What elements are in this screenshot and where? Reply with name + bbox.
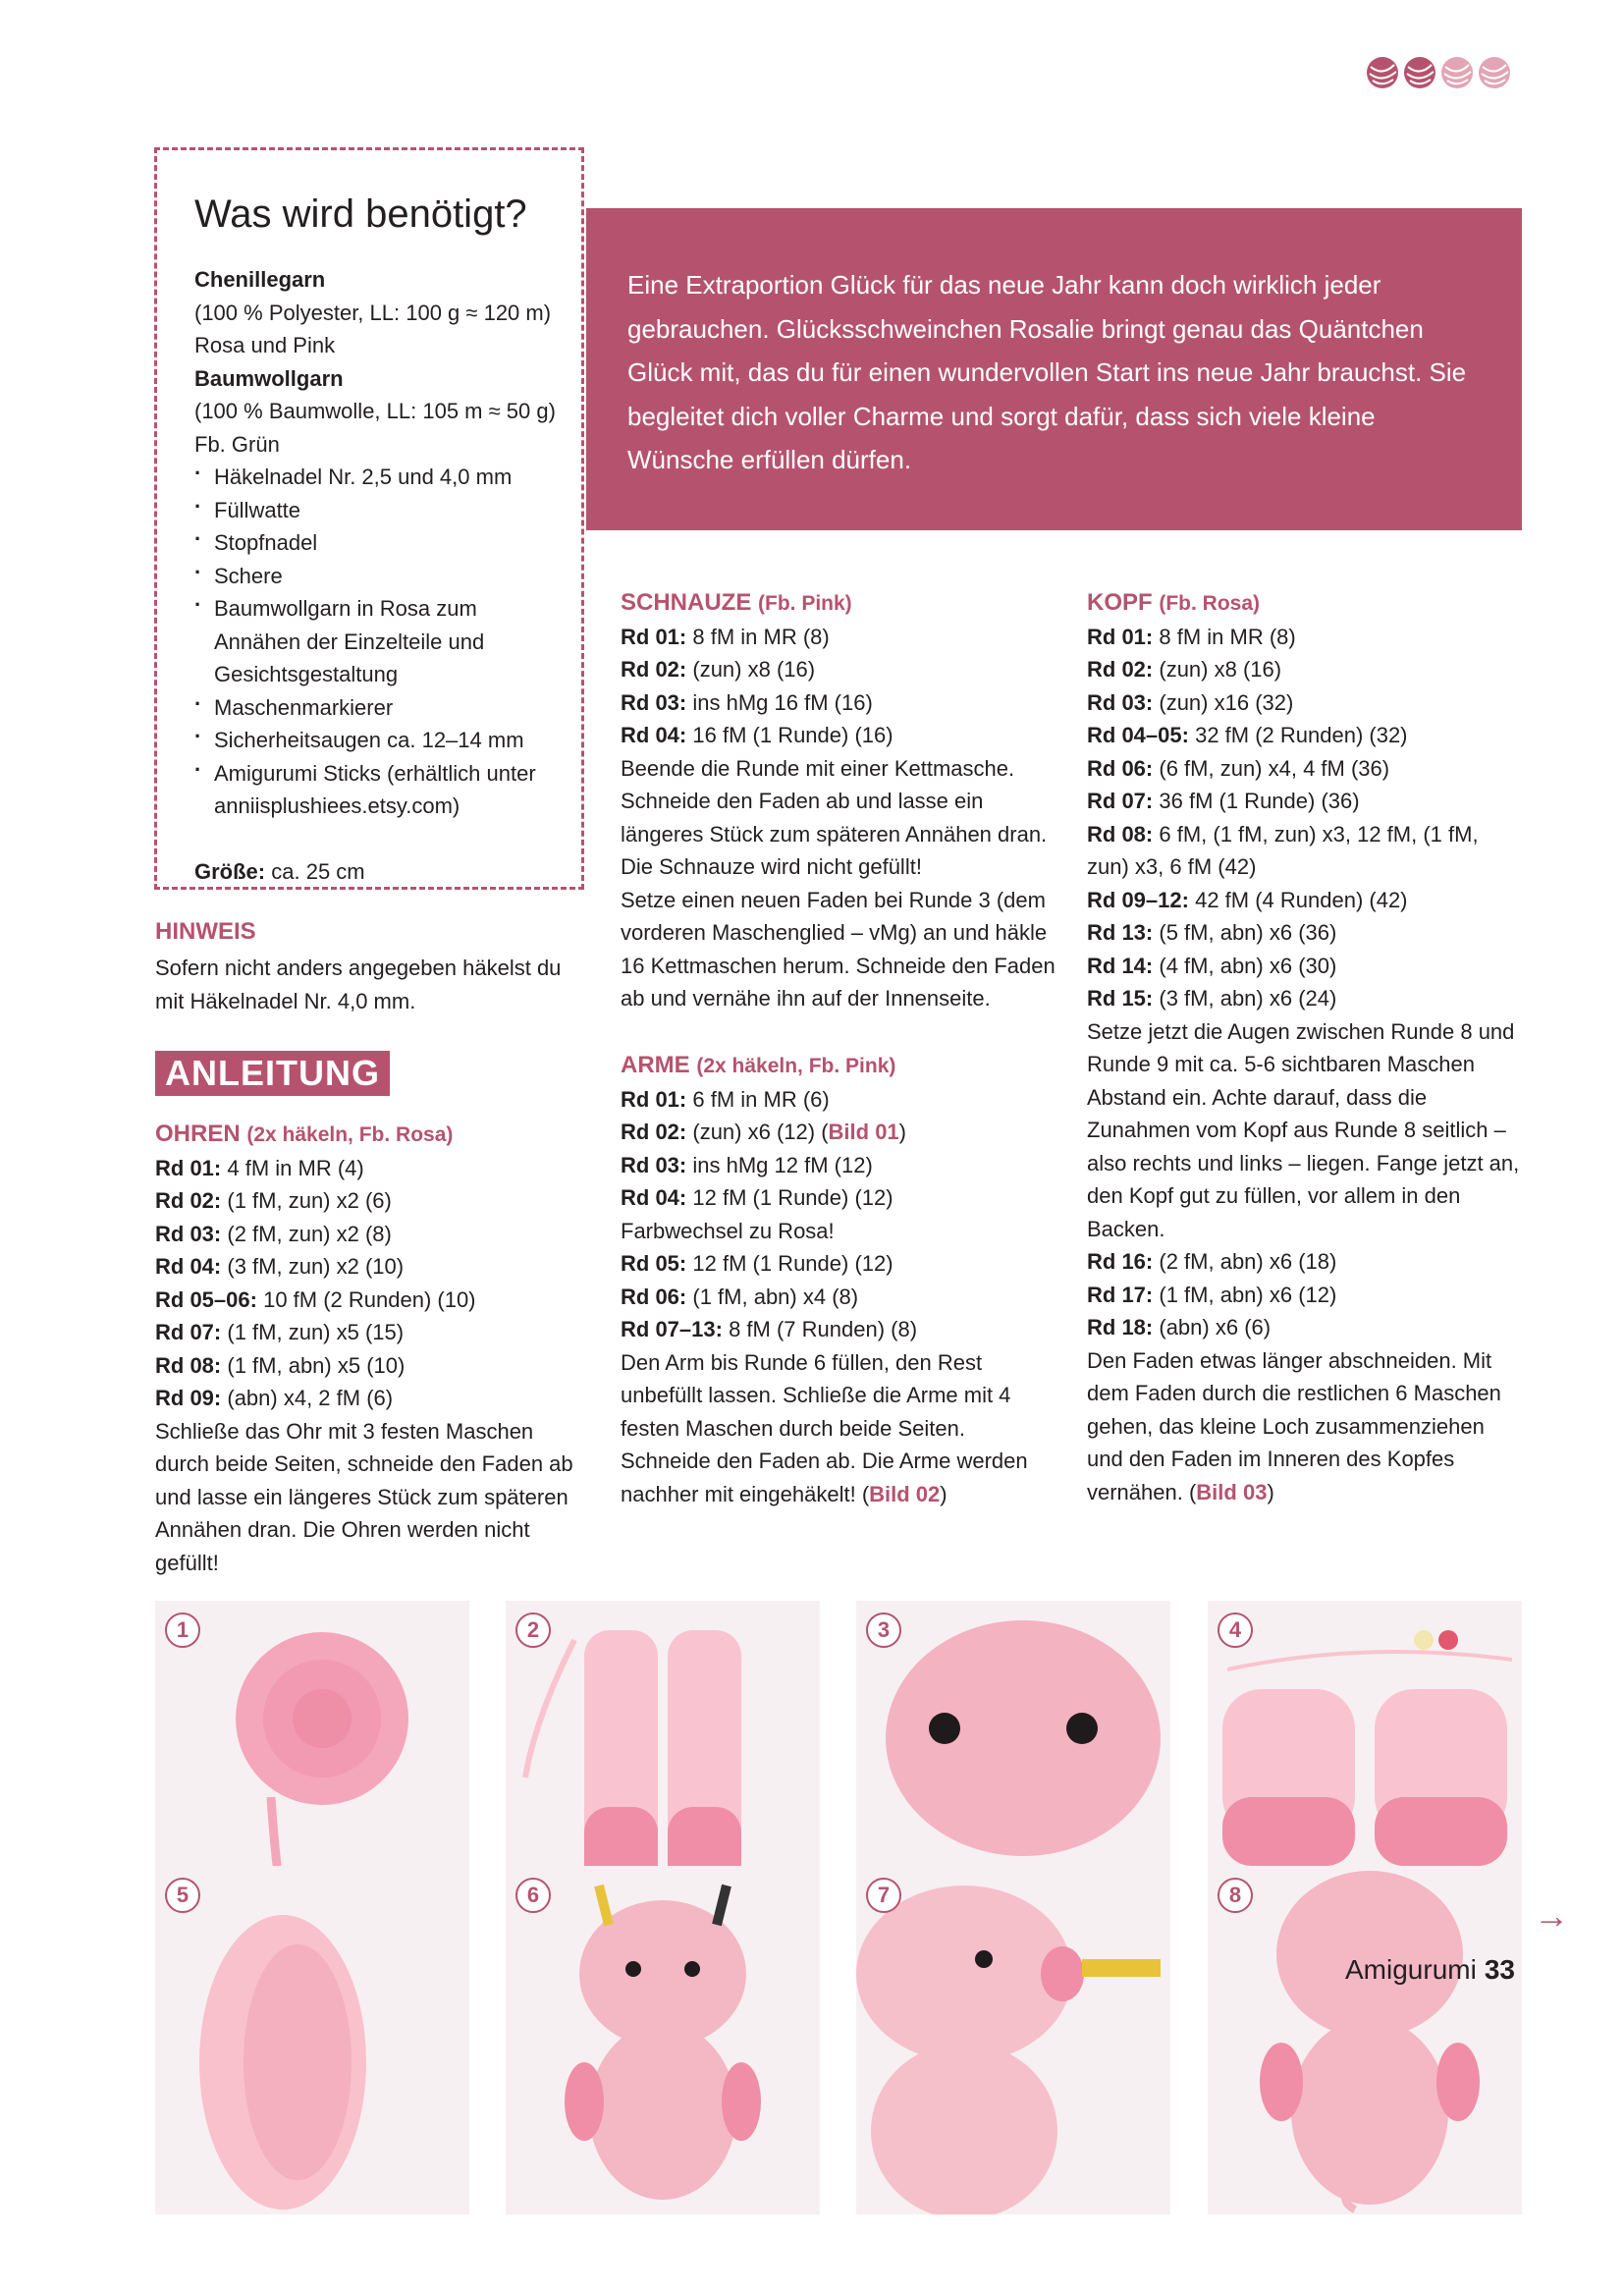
hinweis-title: HINWEIS bbox=[155, 918, 256, 945]
photo-7 bbox=[856, 1866, 1170, 2214]
yarn2-colors: Fb. Grün bbox=[194, 431, 280, 457]
round-row: Rd 06: (6 fM, zun) x4, 4 fM (36) bbox=[1087, 755, 1390, 781]
material-item: · Sicherheitsaugen ca. 12–14 mm bbox=[194, 724, 568, 757]
yarn-ball-icon bbox=[1441, 57, 1473, 88]
magazine-name: Amigurumi bbox=[1345, 1954, 1477, 1985]
round-row: Rd 05: 12 fM (1 Runde) (12) bbox=[621, 1251, 893, 1276]
color-change: Farbwechsel zu Rosa! bbox=[621, 1218, 835, 1243]
intro-box bbox=[586, 208, 1522, 530]
schnauze-text1: Beende die Runde mit einer Kettmasche. Schneide den Faden ab und lasse ein längeres Stück zum späteren Annähen dran. Die Schnauze wird nicht gefüllt! bbox=[621, 755, 1048, 879]
round-row: Rd 01: 8 fM in MR (8) bbox=[621, 624, 830, 649]
crochet-snout-image bbox=[155, 1866, 469, 2214]
schnauze-title: SCHNAUZE bbox=[621, 589, 752, 616]
ohren-sub: (2x häkeln, Fb. Rosa) bbox=[246, 1123, 454, 1146]
ohren-heading bbox=[155, 1118, 587, 1152]
round-row: Rd 02: (zun) x6 (12) (Bild 01) bbox=[621, 1120, 906, 1144]
size-line bbox=[194, 855, 568, 889]
round-row: Rd 02: (zun) x8 (16) bbox=[1087, 657, 1282, 682]
round-row: Rd 03: (2 fM, zun) x2 (8) bbox=[155, 1221, 392, 1246]
materials-title: Was wird benötigt? bbox=[194, 192, 527, 236]
photo-number-4: 4 bbox=[1218, 1613, 1253, 1648]
photo-number-1: 1 bbox=[165, 1613, 200, 1648]
schnauze-section bbox=[621, 586, 1062, 1015]
material-item: · Amigurumi Sticks (erhältlich unter anniisplushiees.etsy.com) bbox=[194, 757, 568, 823]
page-number: 33 bbox=[1484, 1954, 1515, 1985]
crochet-pig-front-image bbox=[506, 1866, 820, 2214]
round-row: Rd 02: (1 fM, zun) x2 (6) bbox=[155, 1188, 392, 1213]
ohren-text: Schließe das Ohr mit 3 festen Maschen durch beide Seiten, schneide den Faden ab und lasse ein längeres Stück zum späteren Annähen dran. Die Ohren werden nicht gefüllt! bbox=[155, 1418, 573, 1575]
round-row: Rd 05–06: 10 fM (2 Runden) (10) bbox=[155, 1286, 476, 1312]
round-row: Rd 01: 4 fM in MR (4) bbox=[155, 1155, 364, 1180]
schnauze-heading bbox=[621, 586, 1062, 621]
schnauze-sub: (Fb. Pink) bbox=[758, 592, 852, 615]
yarn1-colors: Rosa und Pink bbox=[194, 333, 336, 357]
yarn1-name: Chenillegarn bbox=[194, 267, 326, 292]
yarn-ball-icon bbox=[1479, 57, 1510, 88]
photo-number-6: 6 bbox=[515, 1878, 551, 1913]
yarn-balls-decoration bbox=[1367, 57, 1510, 88]
round-row: Rd 04–05: 32 fM (2 Runden) (32) bbox=[1087, 723, 1408, 747]
crochet-pig-back-image bbox=[1208, 1866, 1522, 2214]
material-item: · Stopfnadel bbox=[194, 526, 568, 560]
photo-6 bbox=[506, 1866, 820, 2214]
round-row: Rd 15: (3 fM, abn) x6 (24) bbox=[1087, 986, 1337, 1011]
round-row: Rd 08: (1 fM, abn) x5 (10) bbox=[155, 1352, 406, 1378]
photo-number-2: 2 bbox=[515, 1613, 551, 1648]
photo-number-8: 8 bbox=[1218, 1878, 1253, 1913]
round-row: Rd 03: ins hMg 12 fM (12) bbox=[621, 1152, 873, 1177]
anleitung-heading: ANLEITUNG bbox=[155, 1051, 390, 1096]
kopf-text2: Den Faden etwas länger abschneiden. Mit dem Faden durch die restlichen 6 Maschen gehen, das kleine Loch zusammenziehen und den Faden im Inneren des Kopfes vernähen. (Bild 03) bbox=[1087, 1347, 1501, 1504]
kopf-section bbox=[1087, 586, 1525, 1508]
material-item: · Maschenmarkierer bbox=[194, 691, 568, 725]
round-row: Rd 08: 6 fM, (1 fM, zun) x3, 12 fM, (1 fM, zun) x3, 6 fM (42) bbox=[1087, 821, 1479, 879]
round-row: Rd 04: 16 fM (1 Runde) (16) bbox=[621, 723, 893, 747]
round-row: Rd 18: (abn) x6 (6) bbox=[1087, 1315, 1272, 1339]
round-row: Rd 07–13: 8 fM (7 Runden) (8) bbox=[621, 1317, 918, 1341]
material-item: · Baumwollgarn in Rosa zum Annähen der Einzelteile und Gesichtsgestaltung bbox=[194, 592, 568, 691]
yarn2-name: Baumwollgarn bbox=[194, 365, 344, 391]
round-row: Rd 04: 12 fM (1 Runde) (12) bbox=[621, 1185, 893, 1210]
round-row: Rd 07: (1 fM, zun) x5 (15) bbox=[155, 1320, 405, 1344]
size-value: ca. 25 cm bbox=[271, 858, 365, 884]
kopf-title: KOPF bbox=[1087, 589, 1153, 616]
schnauze-text2: Setze einen neuen Faden bei Runde 3 (dem vorderen Maschenglied – vMg) an und häkle 16 Kettmaschen herum. Schneide den Faden ab und vernähe ihn auf der Innenseite. bbox=[621, 887, 1056, 1011]
round-row: Rd 06: (1 fM, abn) x4 (8) bbox=[621, 1284, 859, 1309]
kopf-heading bbox=[1087, 586, 1525, 621]
yarn2-detail: (100 % Baumwolle, LL: 105 m ≈ 50 g) bbox=[194, 399, 556, 423]
round-row: Rd 09: (abn) x4, 2 fM (6) bbox=[155, 1386, 394, 1410]
kopf-text1: Setze jetzt die Augen zwischen Runde 8 und Runde 9 mit ca. 5-6 sichtbaren Maschen Abstand ein. Achte darauf, dass die Zunahmen vom Kopf aus Runde 8 seitlich – also rechts und links – liegen. Fange jetzt an, den Kopf gut zu füllen, vor allem in den Backen. bbox=[1087, 1018, 1520, 1241]
yarn-ball-icon bbox=[1404, 57, 1435, 88]
round-row: Rd 03: ins hMg 16 fM (16) bbox=[621, 689, 873, 715]
page-footer bbox=[1345, 1954, 1515, 1986]
round-row: Rd 17: (1 fM, abn) x6 (12) bbox=[1087, 1282, 1337, 1307]
arme-text1: Den Arm bis Runde 6 füllen, den Rest unbefüllt lassen. Schließe die Arme mit 4 festen Maschen durch beide Seiten. bbox=[621, 1349, 1011, 1441]
crochet-pig-side-image bbox=[856, 1866, 1170, 2214]
round-row: Rd 03: (zun) x16 (32) bbox=[1087, 689, 1294, 715]
bild-01-ref[interactable]: Bild 01 bbox=[828, 1120, 899, 1144]
round-row: Rd 16: (2 fM, abn) x6 (18) bbox=[1087, 1249, 1337, 1274]
yarn-ball-icon bbox=[1367, 57, 1398, 88]
round-row: Rd 13: (5 fM, abn) x6 (36) bbox=[1087, 920, 1337, 945]
ohren-section bbox=[155, 1118, 587, 1579]
bild-03-ref[interactable]: Bild 03 bbox=[1196, 1479, 1268, 1504]
arme-text2: Schneide den Faden ab. Die Arme werden nachher mit eingehäkelt! (Bild 02) bbox=[621, 1449, 1028, 1506]
material-item: · Schere bbox=[194, 560, 568, 593]
next-page-arrow-icon[interactable]: → bbox=[1534, 1895, 1569, 1936]
materials-list bbox=[194, 263, 568, 888]
round-row: Rd 01: 8 fM in MR (8) bbox=[1087, 624, 1296, 649]
round-row: Rd 02: (zun) x8 (16) bbox=[621, 657, 816, 682]
arme-section bbox=[621, 1049, 1062, 1510]
ohren-title: OHREN bbox=[155, 1121, 241, 1147]
intro-text: Eine Extraportion Glück für das neue Jahr kann doch wirklich jeder gebrauchen. Glücksschweinchen Rosalie bringt genau das Quäntchen Glück mit, das du für einen wundervollen Start ins neue Jahr brauchst. Sie begleitet dich voller Charme und sorgt dafür, dass sich viele kleine Wünsche erfüllen dürfen. bbox=[627, 270, 1467, 474]
photo-8 bbox=[1208, 1866, 1522, 2214]
yarn1-detail: (100 % Polyester, LL: 100 g ≈ 120 m) bbox=[194, 300, 552, 325]
round-row: Rd 14: (4 fM, abn) x6 (30) bbox=[1087, 953, 1337, 978]
material-item: · Häkelnadel Nr. 2,5 und 4,0 mm bbox=[194, 461, 568, 494]
bild-02-ref[interactable]: Bild 02 bbox=[869, 1481, 941, 1506]
round-row: Rd 04: (3 fM, zun) x2 (10) bbox=[155, 1254, 405, 1279]
arme-title: ARME bbox=[621, 1052, 690, 1078]
material-item: · Füllwatte bbox=[194, 494, 568, 527]
arme-sub: (2x häkeln, Fb. Pink) bbox=[696, 1055, 896, 1077]
photo-number-7: 7 bbox=[866, 1878, 901, 1913]
hinweis-text: Sofern nicht anders angegeben häkelst du mit Häkelnadel Nr. 4,0 mm. bbox=[155, 956, 562, 1013]
round-row: Rd 07: 36 fM (1 Runde) (36) bbox=[1087, 789, 1360, 813]
round-row: Rd 09–12: 42 fM (4 Runden) (42) bbox=[1087, 887, 1408, 912]
photo-number-3: 3 bbox=[866, 1613, 901, 1648]
photo-number-5: 5 bbox=[165, 1878, 200, 1913]
photo-5 bbox=[155, 1866, 469, 2214]
arme-heading bbox=[621, 1049, 1062, 1083]
round-row: Rd 01: 6 fM in MR (6) bbox=[621, 1086, 830, 1112]
kopf-sub: (Fb. Rosa) bbox=[1159, 592, 1261, 615]
size-label: Größe: bbox=[194, 858, 266, 884]
